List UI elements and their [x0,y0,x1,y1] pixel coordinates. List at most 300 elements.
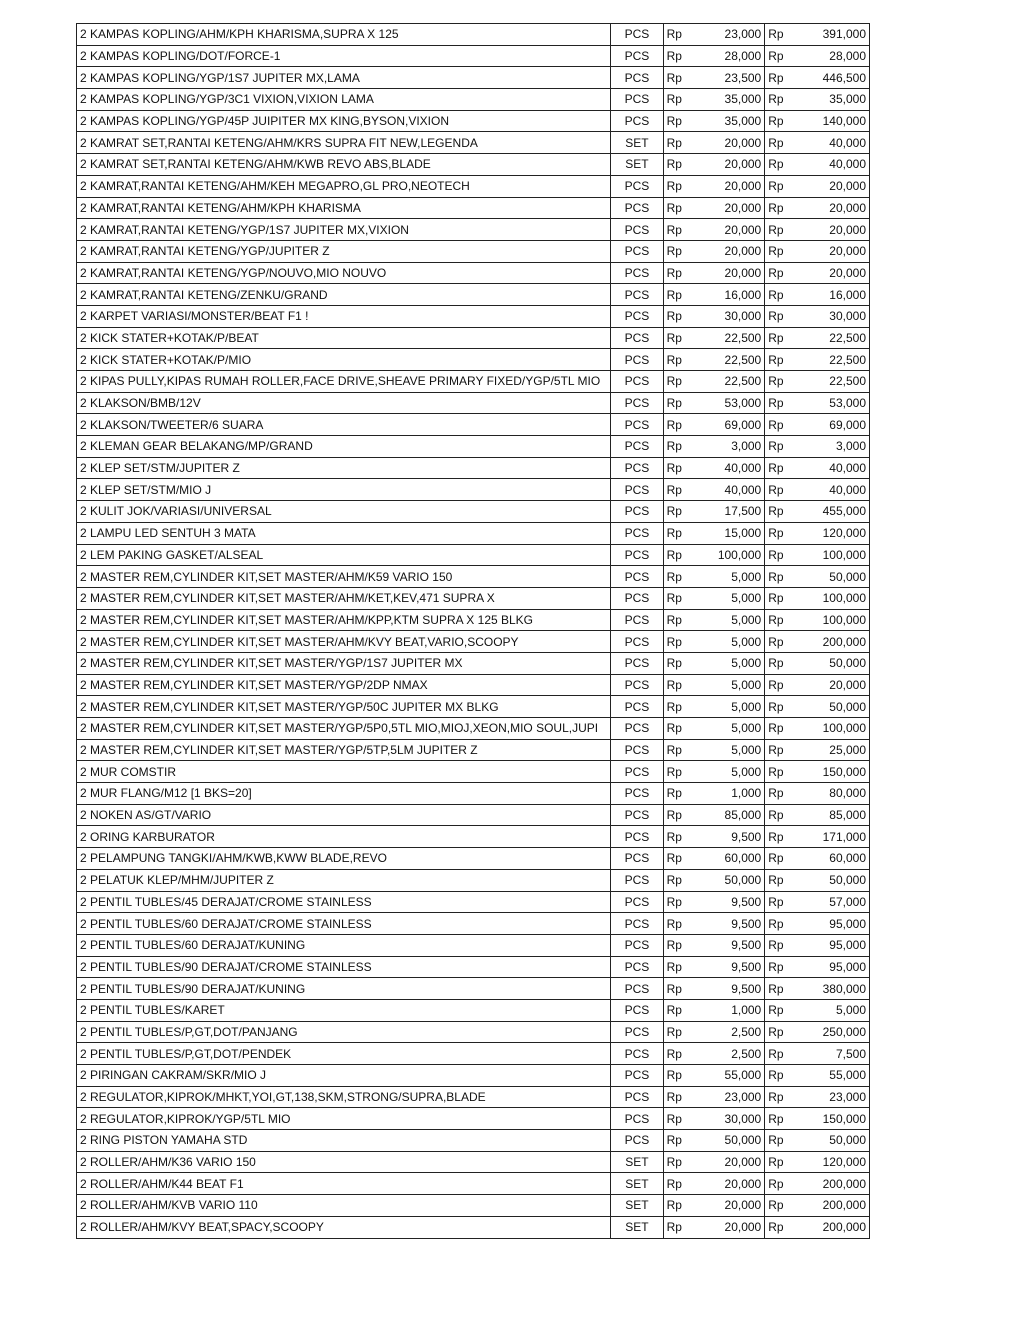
price-currency-cell: Rp [663,1195,694,1217]
table-row [77,197,870,219]
table-row [77,1065,870,1087]
unit-price-cell: 1,000 [694,783,765,805]
table-row [77,175,870,197]
table-row [77,999,870,1021]
unit-price-cell: 5,000 [694,739,765,761]
unit-price-cell: 9,500 [694,956,765,978]
total-cell: 100,000 [796,544,870,566]
unit-price-cell: 35,000 [694,110,765,132]
unit-cell: PCS [611,978,663,1000]
table-row [77,696,870,718]
total-currency-cell: Rp [765,89,796,111]
total-cell: 55,000 [796,1065,870,1087]
unit-price-cell: 20,000 [694,240,765,262]
item-name-cell: 2 PELATUK KLEP/MHM/JUPITER Z [77,869,611,891]
total-currency-cell: Rp [765,414,796,436]
table-row [77,869,870,891]
price-currency-cell: Rp [663,1173,694,1195]
table-row [77,652,870,674]
total-currency-cell: Rp [765,1086,796,1108]
unit-price-cell: 5,000 [694,652,765,674]
total-cell: 22,500 [796,349,870,371]
price-currency-cell: Rp [663,392,694,414]
item-name-cell: 2 MUR COMSTIR [77,761,611,783]
total-cell: 171,000 [796,826,870,848]
total-cell: 150,000 [796,761,870,783]
price-currency-cell: Rp [663,891,694,913]
item-name-cell: 2 KAMPAS KOPLING/YGP/3C1 VIXION,VIXION LAMA [77,89,611,111]
unit-cell: PCS [611,219,663,241]
total-currency-cell: Rp [765,739,796,761]
table-row [77,1130,870,1152]
price-currency-cell: Rp [663,1151,694,1173]
unit-cell: PCS [611,696,663,718]
table-row [77,392,870,414]
unit-price-cell: 5,000 [694,587,765,609]
unit-cell: PCS [611,848,663,870]
total-cell: 30,000 [796,305,870,327]
table-row [77,262,870,284]
item-name-cell: 2 MASTER REM,CYLINDER KIT,SET MASTER/YGP/1S7 JUPITER MX [77,652,611,674]
unit-price-cell: 20,000 [694,219,765,241]
table-row [77,305,870,327]
unit-price-cell: 50,000 [694,1130,765,1152]
table-row [77,457,870,479]
price-currency-cell: Rp [663,869,694,891]
unit-cell: PCS [611,110,663,132]
table-row [77,45,870,67]
item-name-cell: 2 KLAKSON/TWEETER/6 SUARA [77,414,611,436]
item-name-cell: 2 KAMPAS KOPLING/YGP/45P JUIPITER MX KING,BYSON,VIXION [77,110,611,132]
table-row [77,1173,870,1195]
price-currency-cell: Rp [663,631,694,653]
item-name-cell: 2 PIRINGAN CAKRAM/SKR/MIO J [77,1065,611,1087]
table-row [77,132,870,154]
price-currency-cell: Rp [663,349,694,371]
price-currency-cell: Rp [663,1216,694,1238]
total-currency-cell: Rp [765,262,796,284]
price-currency-cell: Rp [663,956,694,978]
unit-price-cell: 5,000 [694,631,765,653]
total-currency-cell: Rp [765,1216,796,1238]
table-row [77,804,870,826]
total-currency-cell: Rp [765,197,796,219]
total-cell: 57,000 [796,891,870,913]
total-cell: 69,000 [796,414,870,436]
total-currency-cell: Rp [765,1065,796,1087]
total-cell: 40,000 [796,154,870,176]
table-row [77,284,870,306]
item-name-cell: 2 KLAKSON/BMB/12V [77,392,611,414]
item-name-cell: 2 MASTER REM,CYLINDER KIT,SET MASTER/AHM/KVY BEAT,VARIO,SCOOPY [77,631,611,653]
total-cell: 95,000 [796,934,870,956]
table-row [77,544,870,566]
total-cell: 3,000 [796,436,870,458]
price-currency-cell: Rp [663,1086,694,1108]
unit-price-cell: 100,000 [694,544,765,566]
total-cell: 200,000 [796,1195,870,1217]
total-cell: 391,000 [796,24,870,46]
unit-cell: SET [611,1173,663,1195]
total-cell: 20,000 [796,262,870,284]
unit-price-cell: 9,500 [694,826,765,848]
unit-price-cell: 55,000 [694,1065,765,1087]
item-name-cell: 2 KAMRAT,RANTAI KETENG/AHM/KPH KHARISMA [77,197,611,219]
item-name-cell: 2 LAMPU LED SENTUH 3 MATA [77,522,611,544]
unit-cell: PCS [611,609,663,631]
price-currency-cell: Rp [663,848,694,870]
total-cell: 120,000 [796,1151,870,1173]
unit-price-cell: 20,000 [694,1173,765,1195]
unit-cell: SET [611,132,663,154]
total-currency-cell: Rp [765,631,796,653]
unit-cell: PCS [611,1065,663,1087]
unit-cell: PCS [611,956,663,978]
table-row [77,349,870,371]
unit-cell: PCS [611,501,663,523]
total-currency-cell: Rp [765,652,796,674]
item-name-cell: 2 KLEP SET/STM/MIO J [77,479,611,501]
price-currency-cell: Rp [663,305,694,327]
item-name-cell: 2 KAMRAT,RANTAI KETENG/AHM/KEH MEGAPRO,GL PRO,NEOTECH [77,175,611,197]
item-name-cell: 2 MUR FLANG/M12 [1 BKS=20] [77,783,611,805]
total-cell: 50,000 [796,869,870,891]
item-name-cell: 2 PENTIL TUBLES/P,GT,DOT/PENDEK [77,1043,611,1065]
item-name-cell: 2 ORING KARBURATOR [77,826,611,848]
table-row [77,154,870,176]
unit-price-cell: 69,000 [694,414,765,436]
price-currency-cell: Rp [663,436,694,458]
unit-price-cell: 17,500 [694,501,765,523]
item-name-cell: 2 ROLLER/AHM/KVB VARIO 110 [77,1195,611,1217]
item-name-cell: 2 ROLLER/AHM/KVY BEAT,SPACY,SCOOPY [77,1216,611,1238]
unit-price-cell: 23,000 [694,1086,765,1108]
table-row [77,718,870,740]
unit-price-cell: 2,500 [694,1021,765,1043]
total-currency-cell: Rp [765,479,796,501]
total-cell: 53,000 [796,392,870,414]
price-currency-cell: Rp [663,761,694,783]
unit-cell: PCS [611,804,663,826]
unit-cell: PCS [611,587,663,609]
total-cell: 200,000 [796,1173,870,1195]
total-currency-cell: Rp [765,1173,796,1195]
total-currency-cell: Rp [765,1021,796,1043]
total-cell: 200,000 [796,631,870,653]
table-row [77,110,870,132]
unit-price-cell: 20,000 [694,132,765,154]
total-currency-cell: Rp [765,783,796,805]
unit-cell: PCS [611,761,663,783]
unit-cell: PCS [611,891,663,913]
total-currency-cell: Rp [765,869,796,891]
total-cell: 16,000 [796,284,870,306]
price-currency-cell: Rp [663,652,694,674]
unit-price-cell: 35,000 [694,89,765,111]
total-currency-cell: Rp [765,1195,796,1217]
total-cell: 40,000 [796,479,870,501]
total-cell: 80,000 [796,783,870,805]
total-cell: 20,000 [796,175,870,197]
unit-cell: PCS [611,934,663,956]
total-cell: 50,000 [796,1130,870,1152]
unit-price-cell: 22,500 [694,371,765,393]
price-currency-cell: Rp [663,414,694,436]
table-row [77,1216,870,1238]
item-name-cell: 2 PENTIL TUBLES/60 DERAJAT/KUNING [77,934,611,956]
table-row [77,501,870,523]
table-row [77,956,870,978]
total-currency-cell: Rp [765,392,796,414]
price-currency-cell: Rp [663,587,694,609]
price-currency-cell: Rp [663,913,694,935]
unit-cell: PCS [611,1108,663,1130]
price-currency-cell: Rp [663,783,694,805]
unit-price-cell: 5,000 [694,718,765,740]
table-row [77,913,870,935]
total-currency-cell: Rp [765,544,796,566]
unit-cell: PCS [611,305,663,327]
unit-price-cell: 20,000 [694,262,765,284]
total-cell: 35,000 [796,89,870,111]
unit-cell: PCS [611,436,663,458]
unit-cell: PCS [611,1043,663,1065]
unit-cell: PCS [611,999,663,1021]
item-name-cell: 2 MASTER REM,CYLINDER KIT,SET MASTER/AHM/KPP,KTM SUPRA X 125 BLKG [77,609,611,631]
total-currency-cell: Rp [765,1130,796,1152]
price-currency-cell: Rp [663,999,694,1021]
total-currency-cell: Rp [765,913,796,935]
total-cell: 100,000 [796,609,870,631]
unit-price-cell: 30,000 [694,1108,765,1130]
unit-cell: SET [611,1195,663,1217]
unit-cell: PCS [611,631,663,653]
item-name-cell: 2 KICK STATER+KOTAK/P/MIO [77,349,611,371]
total-cell: 28,000 [796,45,870,67]
total-currency-cell: Rp [765,219,796,241]
total-cell: 200,000 [796,1216,870,1238]
total-currency-cell: Rp [765,436,796,458]
total-currency-cell: Rp [765,978,796,1000]
total-cell: 20,000 [796,219,870,241]
item-name-cell: 2 PENTIL TUBLES/KARET [77,999,611,1021]
unit-price-cell: 16,000 [694,284,765,306]
item-name-cell: 2 PELAMPUNG TANGKI/AHM/KWB,KWW BLADE,REVO [77,848,611,870]
unit-price-cell: 20,000 [694,154,765,176]
item-name-cell: 2 NOKEN AS/GT/VARIO [77,804,611,826]
unit-cell: PCS [611,1021,663,1043]
total-currency-cell: Rp [765,587,796,609]
total-cell: 85,000 [796,804,870,826]
table-row [77,219,870,241]
total-cell: 140,000 [796,110,870,132]
price-currency-cell: Rp [663,804,694,826]
total-currency-cell: Rp [765,761,796,783]
unit-cell: PCS [611,24,663,46]
unit-cell: PCS [611,718,663,740]
table-row [77,566,870,588]
unit-price-cell: 40,000 [694,457,765,479]
price-currency-cell: Rp [663,978,694,1000]
total-cell: 22,500 [796,371,870,393]
table-row [77,934,870,956]
unit-price-cell: 28,000 [694,45,765,67]
unit-price-cell: 60,000 [694,848,765,870]
total-currency-cell: Rp [765,1151,796,1173]
unit-cell: PCS [611,869,663,891]
price-currency-cell: Rp [663,262,694,284]
unit-price-cell: 3,000 [694,436,765,458]
item-name-cell: 2 KAMPAS KOPLING/DOT/FORCE-1 [77,45,611,67]
unit-cell: PCS [611,175,663,197]
total-cell: 20,000 [796,240,870,262]
total-currency-cell: Rp [765,457,796,479]
total-cell: 100,000 [796,718,870,740]
unit-cell: PCS [611,566,663,588]
item-name-cell: 2 MASTER REM,CYLINDER KIT,SET MASTER/YGP/50C JUPITER MX BLKG [77,696,611,718]
total-currency-cell: Rp [765,175,796,197]
price-currency-cell: Rp [663,479,694,501]
total-currency-cell: Rp [765,67,796,89]
total-currency-cell: Rp [765,804,796,826]
price-currency-cell: Rp [663,1021,694,1043]
item-name-cell: 2 PENTIL TUBLES/P,GT,DOT/PANJANG [77,1021,611,1043]
total-cell: 50,000 [796,696,870,718]
unit-price-cell: 2,500 [694,1043,765,1065]
price-table [76,23,870,1239]
unit-cell: PCS [611,240,663,262]
total-currency-cell: Rp [765,501,796,523]
price-currency-cell: Rp [663,566,694,588]
item-name-cell: 2 KAMPAS KOPLING/AHM/KPH KHARISMA,SUPRA X 125 [77,24,611,46]
total-currency-cell: Rp [765,934,796,956]
price-currency-cell: Rp [663,1130,694,1152]
total-currency-cell: Rp [765,327,796,349]
total-currency-cell: Rp [765,674,796,696]
unit-cell: PCS [611,913,663,935]
table-row [77,848,870,870]
price-currency-cell: Rp [663,1043,694,1065]
item-name-cell: 2 MASTER REM,CYLINDER KIT,SET MASTER/YGP/5P0,5TL MIO,MIOJ,XEON,MIO SOUL,JUPI [77,718,611,740]
unit-price-cell: 30,000 [694,305,765,327]
price-currency-cell: Rp [663,110,694,132]
price-currency-cell: Rp [663,457,694,479]
price-currency-cell: Rp [663,674,694,696]
unit-cell: PCS [611,67,663,89]
table-row [77,1021,870,1043]
unit-price-cell: 40,000 [694,479,765,501]
item-name-cell: 2 REGULATOR,KIPROK/YGP/5TL MIO [77,1108,611,1130]
item-name-cell: 2 MASTER REM,CYLINDER KIT,SET MASTER/AHM/K59 VARIO 150 [77,566,611,588]
total-cell: 25,000 [796,739,870,761]
unit-price-cell: 1,000 [694,999,765,1021]
item-name-cell: 2 KAMRAT,RANTAI KETENG/YGP/NOUVO,MIO NOUVO [77,262,611,284]
item-name-cell: 2 PENTIL TUBLES/90 DERAJAT/KUNING [77,978,611,1000]
item-name-cell: 2 KICK STATER+KOTAK/P/BEAT [77,327,611,349]
total-currency-cell: Rp [765,154,796,176]
unit-price-cell: 9,500 [694,934,765,956]
price-list-sheet [76,23,870,1239]
item-name-cell: 2 RING PISTON YAMAHA STD [77,1130,611,1152]
unit-cell: PCS [611,284,663,306]
item-name-cell: 2 LEM PAKING GASKET/ALSEAL [77,544,611,566]
table-row [77,609,870,631]
item-name-cell: 2 KLEP SET/STM/JUPITER Z [77,457,611,479]
price-currency-cell: Rp [663,24,694,46]
price-currency-cell: Rp [663,696,694,718]
unit-price-cell: 20,000 [694,197,765,219]
price-currency-cell: Rp [663,718,694,740]
table-row [77,522,870,544]
unit-cell: SET [611,154,663,176]
total-cell: 380,000 [796,978,870,1000]
total-cell: 50,000 [796,566,870,588]
unit-price-cell: 53,000 [694,392,765,414]
table-body [77,24,870,1239]
table-row [77,414,870,436]
total-cell: 455,000 [796,501,870,523]
unit-price-cell: 5,000 [694,696,765,718]
unit-cell: PCS [611,349,663,371]
unit-price-cell: 20,000 [694,1216,765,1238]
unit-cell: SET [611,1151,663,1173]
total-currency-cell: Rp [765,999,796,1021]
price-currency-cell: Rp [663,371,694,393]
table-row [77,1086,870,1108]
total-cell: 95,000 [796,956,870,978]
table-row [77,24,870,46]
item-name-cell: 2 PENTIL TUBLES/45 DERAJAT/CROME STAINLESS [77,891,611,913]
table-row [77,1195,870,1217]
unit-cell: PCS [611,783,663,805]
unit-cell: PCS [611,826,663,848]
unit-price-cell: 50,000 [694,869,765,891]
unit-cell: PCS [611,327,663,349]
total-cell: 150,000 [796,1108,870,1130]
item-name-cell: 2 ROLLER/AHM/K44 BEAT F1 [77,1173,611,1195]
item-name-cell: 2 PENTIL TUBLES/90 DERAJAT/CROME STAINLESS [77,956,611,978]
table-row [77,826,870,848]
unit-price-cell: 9,500 [694,891,765,913]
item-name-cell: 2 MASTER REM,CYLINDER KIT,SET MASTER/YGP/2DP NMAX [77,674,611,696]
unit-cell: PCS [611,479,663,501]
total-currency-cell: Rp [765,609,796,631]
price-currency-cell: Rp [663,1108,694,1130]
item-name-cell: 2 PENTIL TUBLES/60 DERAJAT/CROME STAINLESS [77,913,611,935]
total-currency-cell: Rp [765,45,796,67]
unit-cell: PCS [611,414,663,436]
total-cell: 20,000 [796,674,870,696]
unit-cell: PCS [611,739,663,761]
table-row [77,240,870,262]
total-currency-cell: Rp [765,349,796,371]
total-currency-cell: Rp [765,566,796,588]
total-cell: 23,000 [796,1086,870,1108]
total-cell: 100,000 [796,587,870,609]
price-currency-cell: Rp [663,1065,694,1087]
price-currency-cell: Rp [663,609,694,631]
price-currency-cell: Rp [663,219,694,241]
table-row [77,891,870,913]
unit-cell: PCS [611,674,663,696]
unit-cell: PCS [611,262,663,284]
table-row [77,674,870,696]
total-currency-cell: Rp [765,305,796,327]
unit-cell: PCS [611,89,663,111]
table-row [77,978,870,1000]
price-currency-cell: Rp [663,154,694,176]
price-currency-cell: Rp [663,175,694,197]
